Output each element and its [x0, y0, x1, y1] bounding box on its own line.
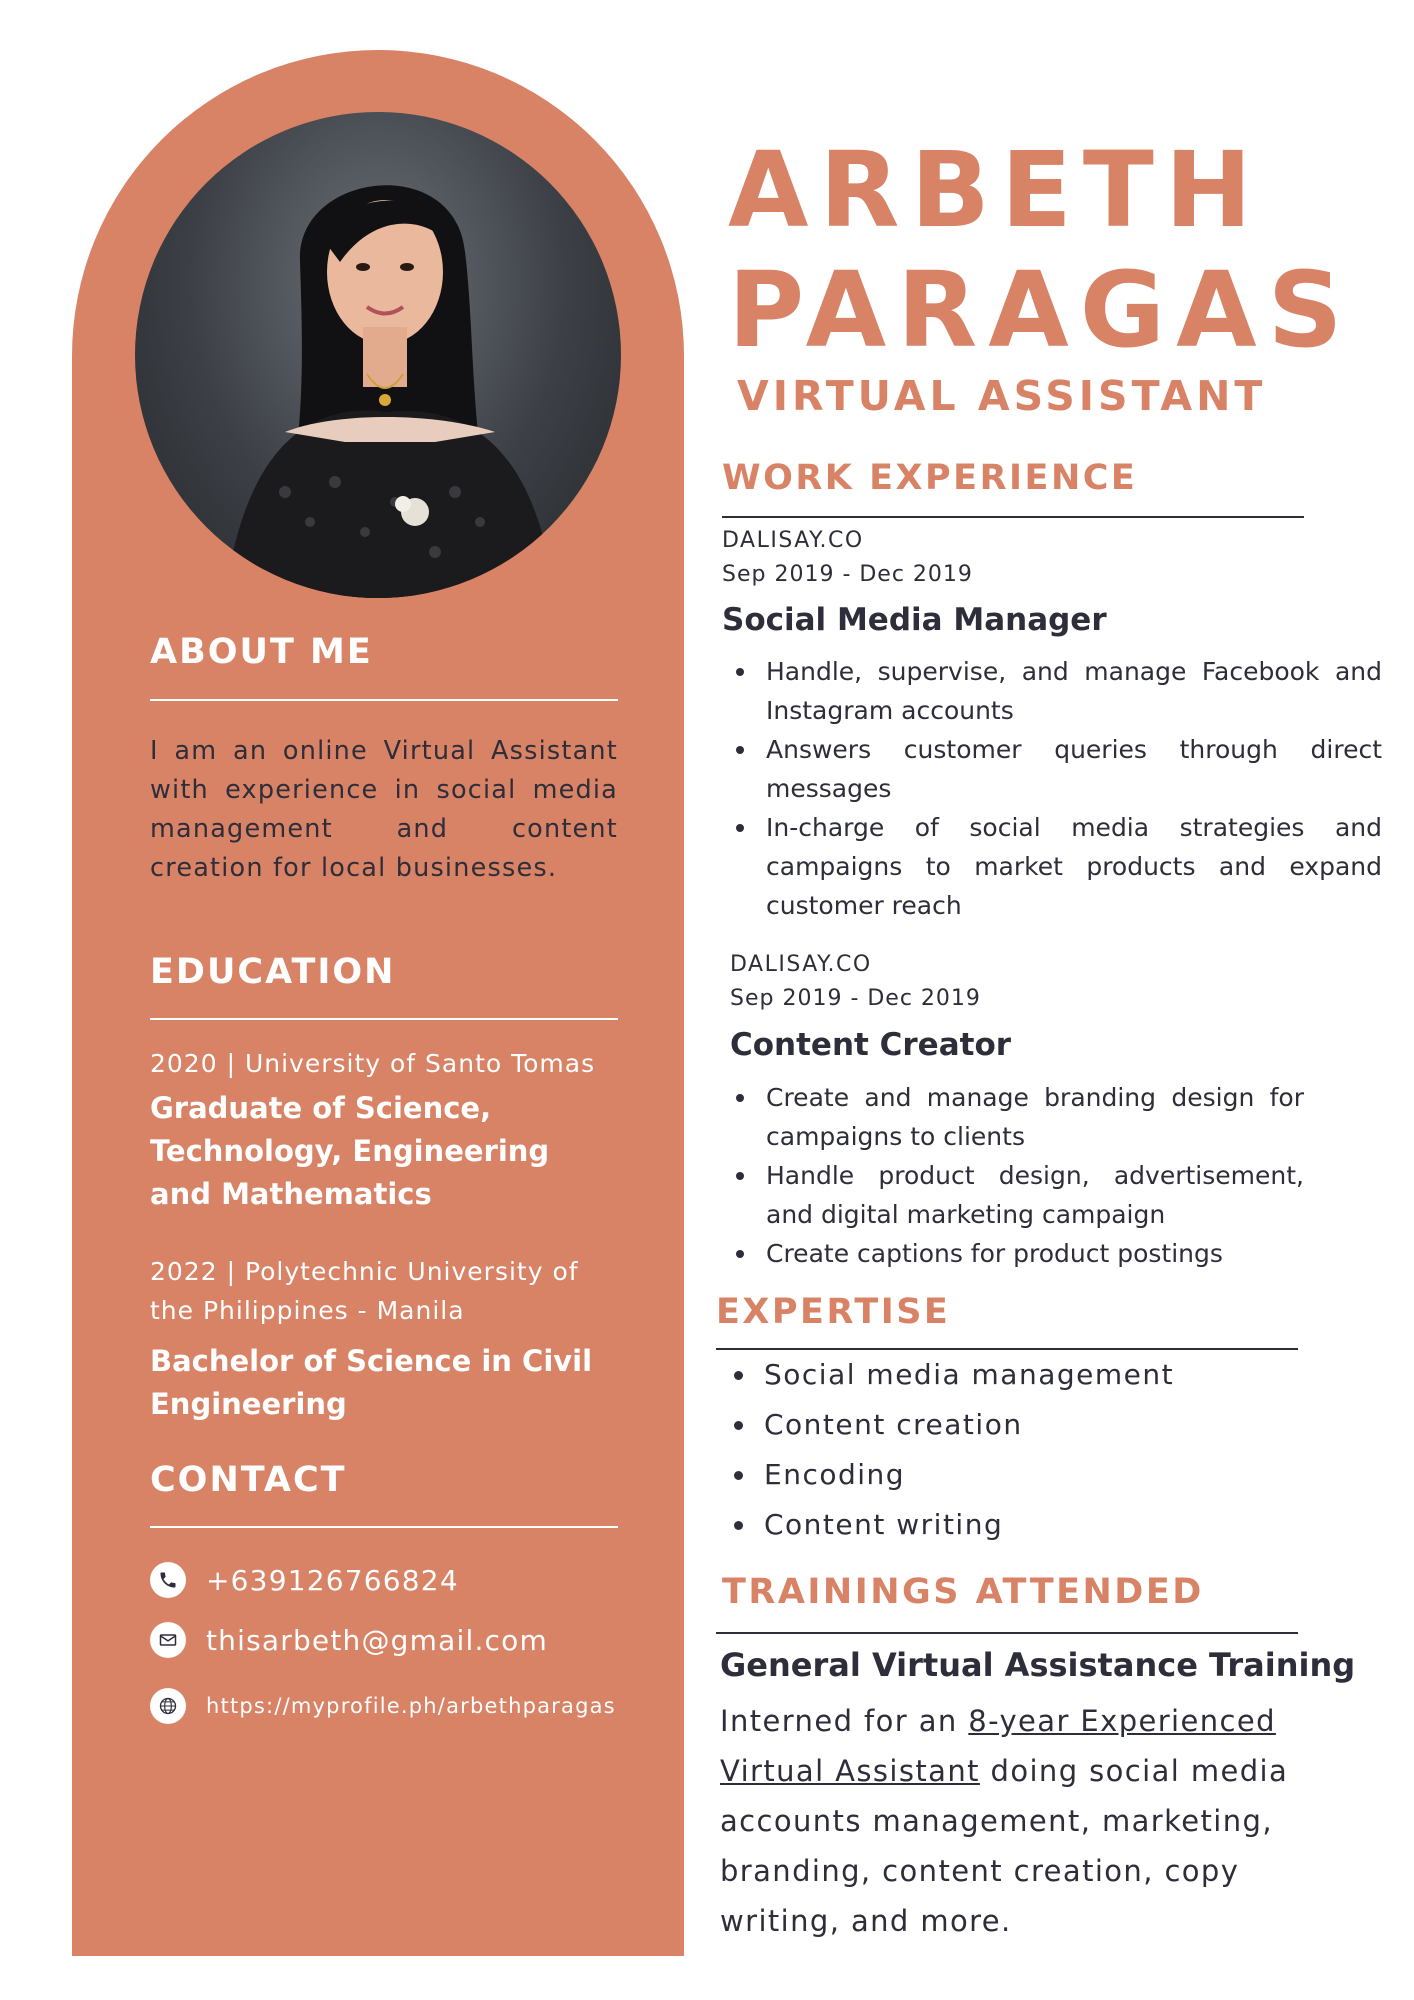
job-dates: Sep 2019 - Dec 2019 [730, 986, 981, 1011]
mail-icon [150, 1622, 186, 1658]
contact-heading: CONTACT [150, 1460, 347, 1500]
about-divider [150, 699, 618, 701]
portrait-illustration [135, 112, 621, 598]
training-title: General Virtual Assistance Training [720, 1646, 1356, 1684]
training-description [720, 1696, 1320, 1946]
list-item: Content creation [720, 1400, 1280, 1450]
phone-icon [150, 1562, 186, 1598]
education-degree: Graduate of Science, Technology, Engineering and Mathematics [150, 1091, 550, 1211]
job-role: Content Creator [730, 1027, 1012, 1063]
education-school: 2020 | University of Santo Tomas [150, 1049, 596, 1078]
job-dates: Sep 2019 - Dec 2019 [722, 562, 973, 587]
profile-photo [135, 112, 621, 598]
about-heading: ABOUT ME [150, 632, 373, 672]
trainings-divider [716, 1632, 1298, 1634]
list-item: Handle, supervise, and manage Facebook and Instagram accounts [722, 652, 1382, 730]
list-item: Content writing [720, 1500, 1280, 1550]
contact-email[interactable]: thisarbeth@gmail.com [206, 1623, 548, 1657]
work-divider [722, 516, 1304, 518]
job-title: VIRTUAL ASSISTANT [737, 372, 1267, 420]
job-company: DALISAY.CO [722, 528, 864, 553]
list-item: Create captions for product postings [722, 1234, 1304, 1273]
job-role: Social Media Manager [722, 602, 1107, 638]
contact-website-row[interactable] [150, 1688, 616, 1724]
list-item: In-charge of social media strategies and campaigns to market products and expand customer reach [722, 808, 1382, 925]
education-item [150, 1252, 618, 1426]
expertise-list [720, 1350, 1280, 1550]
job-duties [722, 652, 1382, 925]
education-degree: Bachelor of Science in Civil Engineering [150, 1344, 593, 1421]
education-divider [150, 1018, 618, 1020]
last-name: PARAGAS [728, 249, 1354, 371]
contact-divider [150, 1526, 618, 1528]
work-heading: WORK EXPERIENCE [722, 458, 1138, 498]
trainings-heading: TRAININGS ATTENDED [722, 1572, 1204, 1612]
contact-phone[interactable]: +639126766824 [206, 1563, 459, 1597]
job-duties [722, 1078, 1304, 1273]
training-link[interactable]: 8-year Experienced Virtual Assistant [720, 1704, 1276, 1788]
list-item: Social media management [720, 1350, 1280, 1400]
education-school: 2022 | Polytechnic University of the Philippines - Manila [150, 1257, 579, 1325]
list-item: Answers customer queries through direct messages [722, 730, 1382, 808]
training-text-end: doing social media accounts management, marketing, branding, content creation, copy writing, and more. [720, 1754, 1289, 1938]
contact-phone-row[interactable] [150, 1562, 459, 1598]
education-heading: EDUCATION [150, 952, 396, 992]
about-text: I am an online Virtual Assistant with experience in social media management and content creation for local businesses. [150, 736, 618, 883]
list-item: Encoding [720, 1450, 1280, 1500]
expertise-heading: EXPERTISE [716, 1292, 951, 1332]
list-item: Create and manage branding design for campaigns to clients [722, 1078, 1304, 1156]
education-item [150, 1044, 618, 1216]
contact-email-row[interactable] [150, 1622, 548, 1658]
first-name: ARBETH [728, 129, 1263, 251]
contact-website[interactable]: https://myprofile.ph/arbethparagas [206, 1694, 616, 1718]
globe-icon [150, 1688, 186, 1724]
job-company: DALISAY.CO [730, 952, 872, 977]
list-item: Handle product design, advertisement, and digital marketing campaign [722, 1156, 1304, 1234]
training-text-start: Interned for an [720, 1704, 969, 1738]
